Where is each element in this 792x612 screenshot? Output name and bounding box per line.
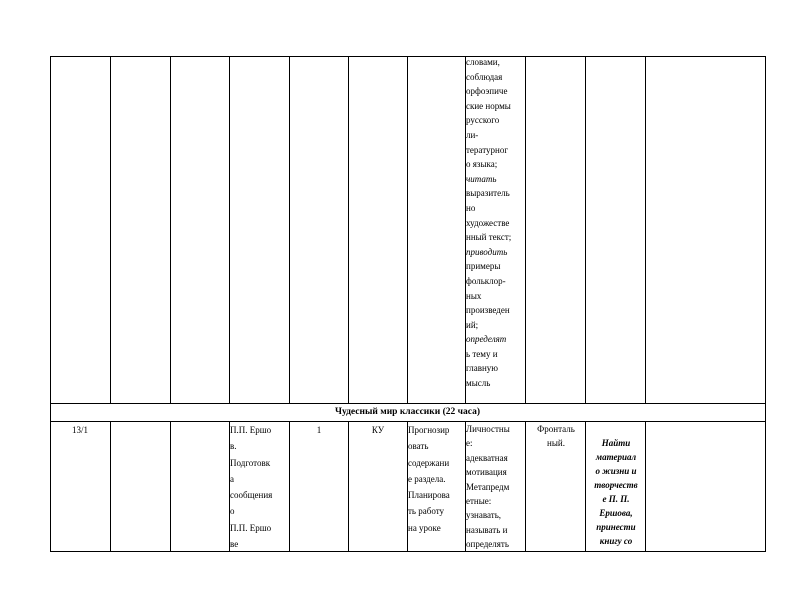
text-line: овать bbox=[408, 441, 429, 452]
text-line: книгу со bbox=[599, 536, 633, 546]
text-line: словами, bbox=[466, 57, 500, 67]
homework bbox=[586, 436, 646, 548]
column-border bbox=[289, 56, 290, 403]
text-line: орфоэпиче bbox=[466, 86, 508, 97]
lesson-type: КУ bbox=[371, 425, 385, 435]
text-line: е: bbox=[466, 438, 473, 449]
text-line: Прогнозир bbox=[408, 425, 450, 435]
text-line: тературног bbox=[466, 144, 509, 155]
text-line: ных bbox=[466, 290, 482, 301]
column-border bbox=[170, 421, 171, 552]
text-line: ские нормы bbox=[466, 100, 511, 111]
table-top-border bbox=[50, 56, 766, 57]
text-line: е П. П. bbox=[602, 494, 630, 504]
row-divider bbox=[50, 403, 766, 404]
text-line: ли- bbox=[466, 129, 479, 140]
text-line: на уроке bbox=[408, 522, 441, 533]
text-line: произведен bbox=[466, 305, 510, 316]
text-line: в. bbox=[230, 441, 237, 452]
column-border bbox=[229, 56, 230, 403]
text-line: е раздела. bbox=[408, 473, 446, 484]
text-line: Метапредм bbox=[466, 481, 510, 492]
column-border bbox=[110, 56, 111, 403]
text-line: Личностны bbox=[466, 424, 510, 434]
work-form bbox=[526, 422, 586, 450]
text-line: фольклор- bbox=[466, 275, 506, 286]
section-row-border bbox=[765, 403, 766, 421]
text-line: адекватная bbox=[466, 452, 508, 463]
column-border bbox=[110, 421, 111, 552]
text-line: о языка; bbox=[466, 159, 498, 170]
text-line: етные: bbox=[466, 496, 492, 507]
text-line: Подготовк bbox=[230, 457, 271, 468]
text-line: определять bbox=[466, 539, 509, 550]
text-line: о жизни и bbox=[595, 466, 637, 476]
text-line: приводить bbox=[466, 246, 508, 257]
column-border bbox=[585, 56, 586, 403]
text-line: художестве bbox=[466, 217, 510, 228]
student-activity bbox=[408, 422, 450, 536]
text-line: П.П. Ершо bbox=[230, 425, 272, 435]
text-line: нный текст; bbox=[466, 232, 512, 243]
text-line: материал bbox=[595, 452, 637, 462]
column-border bbox=[645, 56, 646, 403]
column-border bbox=[50, 56, 51, 403]
column-border bbox=[765, 421, 766, 552]
text-line: мотивация bbox=[466, 467, 507, 478]
text-line: ный. bbox=[547, 438, 565, 448]
text-line: примеры bbox=[466, 261, 501, 272]
text-line: но bbox=[466, 202, 476, 213]
text-line: Ершова, bbox=[599, 508, 633, 518]
text-line: о bbox=[230, 506, 235, 517]
text-line: выразитель bbox=[466, 188, 510, 199]
text-line: а bbox=[230, 473, 234, 484]
lesson-topic bbox=[230, 422, 272, 552]
text-line: Планирова bbox=[408, 490, 450, 501]
text-line: Фронталь bbox=[537, 424, 575, 434]
lesson-hours: 1 bbox=[316, 425, 322, 435]
text-line: определят bbox=[466, 334, 507, 345]
text-line: называть и bbox=[466, 524, 508, 535]
text-line: творчеств bbox=[594, 480, 638, 490]
text-line: содержани bbox=[408, 457, 450, 468]
column-border bbox=[348, 421, 349, 552]
text-line: Найти bbox=[601, 438, 631, 448]
column-border bbox=[50, 421, 51, 552]
text-line: ий; bbox=[466, 319, 479, 330]
section-title: Чудесный мир классики (22 часа) bbox=[335, 407, 480, 417]
competency-text-cell bbox=[466, 55, 526, 391]
learning-outcomes bbox=[466, 422, 510, 552]
text-line: ть работу bbox=[408, 506, 445, 517]
column-border bbox=[170, 56, 171, 403]
lesson-number: 13/1 bbox=[71, 425, 88, 435]
text-line: русского bbox=[466, 115, 500, 126]
text-line: читать bbox=[466, 173, 497, 184]
column-border bbox=[348, 56, 349, 403]
text-line: П.П. Ершо bbox=[230, 522, 272, 533]
column-border bbox=[289, 421, 290, 552]
text-line: ь тему и bbox=[466, 348, 498, 359]
text-line: мысль bbox=[466, 378, 491, 389]
column-border bbox=[407, 56, 408, 403]
text-line: главную bbox=[466, 363, 499, 374]
column-border bbox=[765, 56, 766, 403]
text-line: сообщения bbox=[230, 490, 273, 501]
text-line: соблюдая bbox=[466, 71, 503, 82]
text-line: узнавать, bbox=[466, 510, 502, 521]
text-line: ве bbox=[230, 539, 239, 550]
text-line: принести bbox=[596, 522, 636, 532]
table-bottom-border bbox=[50, 551, 766, 552]
